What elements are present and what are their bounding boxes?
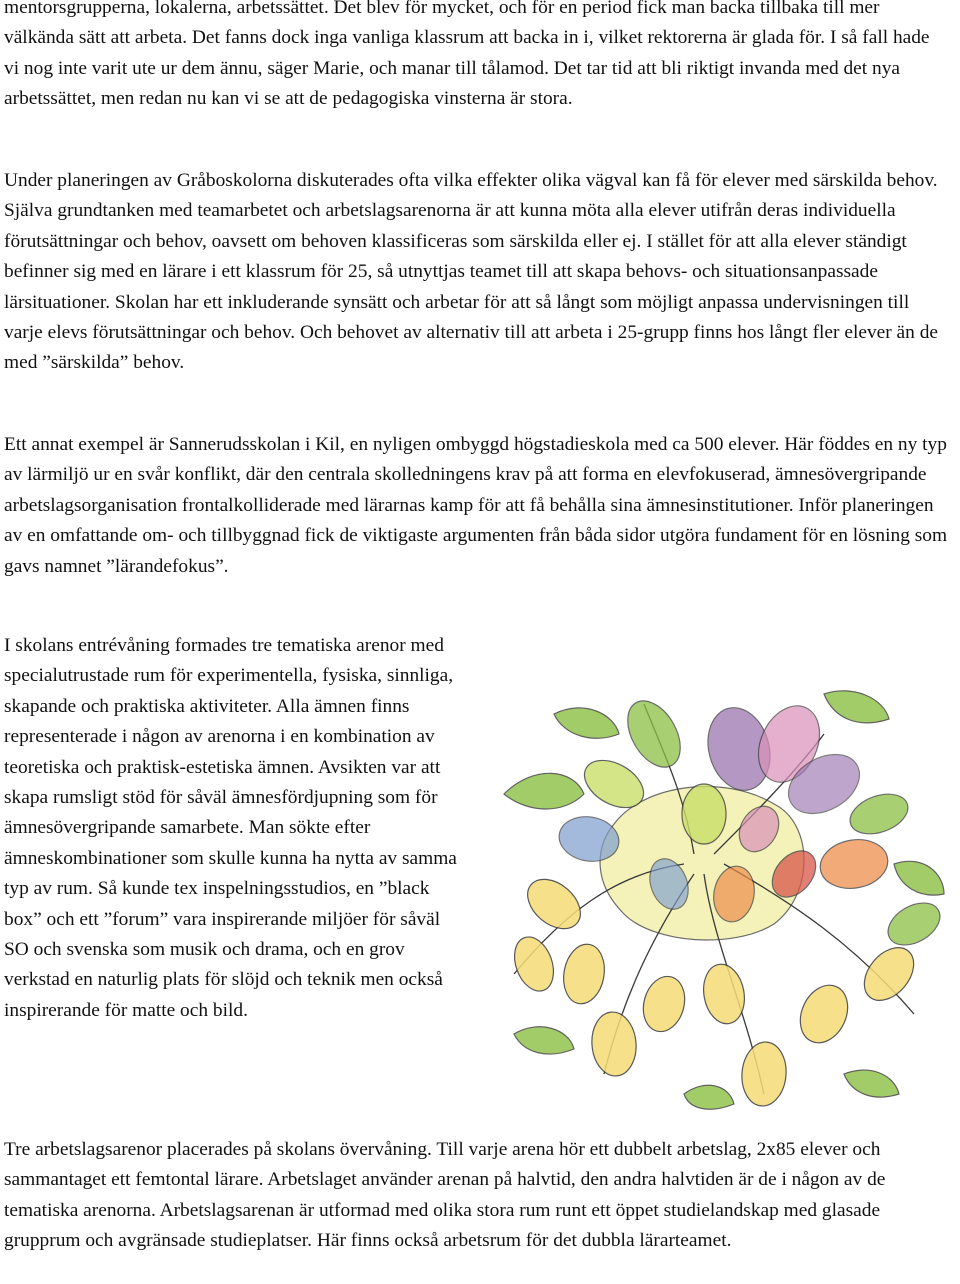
- leaf: [504, 773, 584, 809]
- leaf: [844, 1070, 899, 1097]
- paragraph-arbetslagsarenor: Tre arbetslagsarenor placerades på skolans övervåning. Till varje arena hör ett dubbelt arbetslag, 2x85 elever och sammantaget ett femtontal lärare. Arbetslaget använder arenan på halvtid, den andra halvtiden är de i någon av de tematiska arenorna. Arbetslagsarenan är utformad med olika stora rum runt ett öppet studielandskap med glasade grupprum och avgränsade studieplatser. Här finns också arbetsrum för det dubbla lärarteamet.: [4, 1139, 886, 1252]
- petal: [617, 692, 691, 776]
- petal: [637, 972, 690, 1036]
- leaf: [554, 708, 619, 738]
- petal: [854, 938, 923, 1010]
- petal: [699, 961, 749, 1027]
- petal: [559, 941, 609, 1007]
- paragraph-sannerudsskolan: Ett annat exempel är Sannerudsskolan i Kil, en nyligen ombyggd högstadieskola med ca 500 elever. Här föddes en ny typ av lärmiljö ur en svår konflikt, där den centrala skolledningens krav på att forma en elevfokuserad, ämnesövergripande arbetslagsorganisation frontalkolliderade med lärarnas kamp för att få behålla sina ämnesinstitutioner. Inför planeringen av en omfattande om- och tillbyggnad fick de viktigaste argumenten från båda sidor utgöra fundament för en lösning som gavs namnet ”lärandefokus”.: [4, 434, 948, 577]
- leaf: [824, 691, 889, 723]
- paragraph-continuation: mentorsgrupperna, lokalerna, arbetssättet. Det blev för mycket, och för en period fick man backa tillbaka till mer välkända sätt att arbeta. Det fanns dock inga vanliga klassrum att backa in i, vilket rektorerna är glada för. I så fall hade vi nog inte varit ute ur dem ännu, säger Marie, och manar till tålamod. Det tar tid att bli riktigt invanda med det nya arbetssättet, men redan nu kan vi se att de pedagogiska vinsterna är stora.: [4, 0, 930, 110]
- petal: [589, 1010, 638, 1078]
- paragraph-tematiska-arenor: I skolans entrévåning formades tre tematiska arenor med specialutrustade rum för experimentella, fysiska, sinnliga, skapande och praktiska aktiviteter. Alla ämnen finns representerade i någon av arenorna i en kombination av teoretiska och praktisk-estetiska ämnen. Avsikten var att skapa rumsligt stöd för såväl ämnesfördjupning som för ämnesövergripande samarbete. Man sökte efter ämneskombinationer som skulle kunna ha nytta av samma typ av rum. Så kunde tex inspelningsstudios, en ”black box” och ett ”forum” vara inspirerande miljöer för såväl SO och svenska som musik och drama, och en grov verkstad en naturlig plats för slöjd och teknik men också inspirerande för matte och bild.: [4, 635, 457, 1021]
- petal: [791, 978, 856, 1051]
- leaf: [514, 1027, 574, 1054]
- petal: [682, 784, 726, 844]
- leaf: [684, 1085, 734, 1109]
- petal: [739, 1040, 788, 1108]
- flower-bouquet-icon: [494, 674, 949, 1130]
- leaf: [894, 861, 944, 895]
- petal: [881, 894, 947, 953]
- paragraph-graboskolorna: Under planeringen av Gråboskolorna diskuterades ofta vilka effekter olika vägval kan få för elever med särskilda behov. Själva grundtanken med teamarbetet och arbetslagsarenorna är att kunna möta alla elever utifrån deras individuella förutsättningar och behov, oavsett om behoven klassificeras som särskilda eller ej. I stället för att alla elever ständigt befinner sig med en lärare i ett klassrum för 25, så utnyttjas teamet till att skapa behovs- och situationsanpassade lärsituationer. Skolan har ett inkluderande synsätt och arbetar för att så långt som möjligt anpassa undervisningen till varje elevs förutsättningar och behov. Och behovet av alternativ till att arbeta i 25-grupp finns hos långt fler elever än de med ”särskilda” behov.: [4, 170, 939, 374]
- petal: [816, 834, 891, 893]
- petal: [518, 869, 590, 938]
- petal: [845, 787, 914, 841]
- petal: [508, 932, 561, 997]
